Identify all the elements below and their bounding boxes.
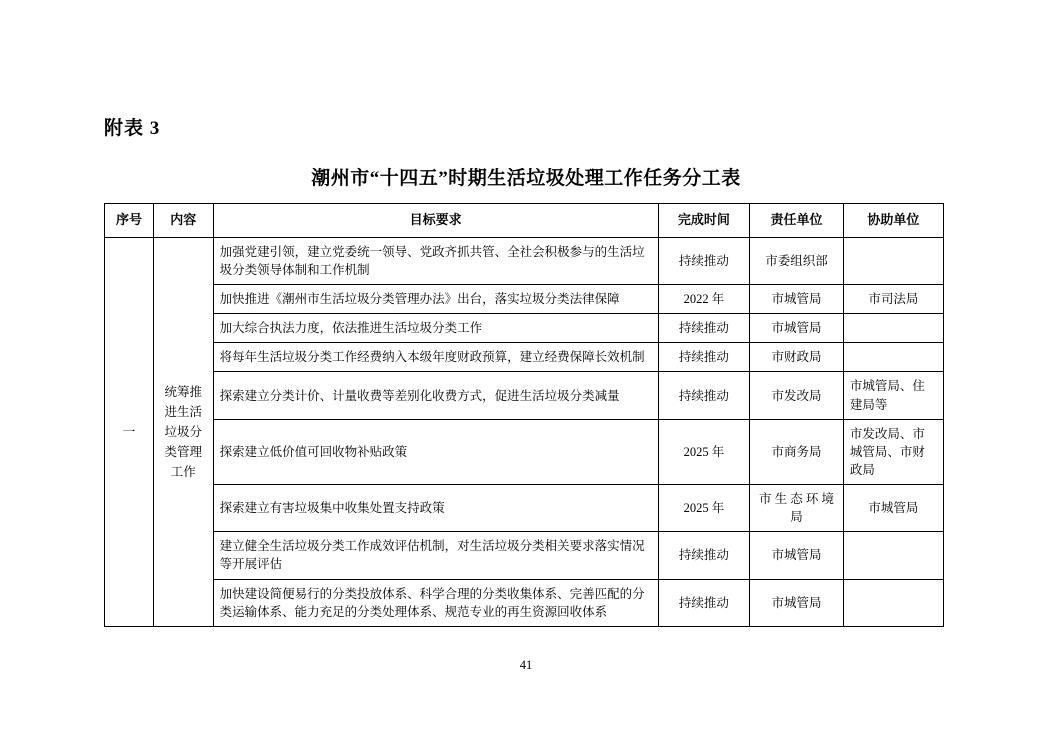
table-row bbox=[105, 285, 944, 314]
responsible-cell: 市发改局 bbox=[750, 372, 844, 419]
target-cell: 探索建立低价值可回收物补贴政策 bbox=[213, 419, 658, 484]
table-row bbox=[105, 314, 944, 343]
table-row bbox=[105, 485, 944, 532]
assistant-cell bbox=[843, 343, 943, 372]
assistant-cell: 市城管局 bbox=[843, 485, 943, 532]
assistant-cell bbox=[843, 314, 943, 343]
table-header-row bbox=[105, 204, 944, 238]
table-body bbox=[105, 237, 944, 626]
column-header-responsible: 责任单位 bbox=[750, 204, 844, 238]
assistant-cell: 市司法局 bbox=[843, 285, 943, 314]
assistant-cell bbox=[843, 237, 943, 284]
column-header-content: 内容 bbox=[153, 204, 213, 238]
time-cell: 2025 年 bbox=[658, 485, 750, 532]
time-cell: 持续推动 bbox=[658, 343, 750, 372]
responsible-cell: 市城管局 bbox=[750, 579, 844, 626]
target-cell: 建立健全生活垃圾分类工作成效评估机制，对生活垃圾分类相关要求落实情况等开展评估 bbox=[213, 532, 658, 579]
attachment-label: 附表 3 bbox=[104, 118, 161, 139]
task-assignment-table bbox=[104, 203, 944, 627]
column-header-time: 完成时间 bbox=[658, 204, 750, 238]
time-cell: 持续推动 bbox=[658, 532, 750, 579]
time-cell: 2022 年 bbox=[658, 285, 750, 314]
assistant-cell: 市发改局、市城管局、市财政局 bbox=[843, 419, 943, 484]
page-number: 41 bbox=[519, 658, 533, 672]
responsible-cell: 市委组织部 bbox=[750, 237, 844, 284]
time-cell: 持续推动 bbox=[658, 314, 750, 343]
table-header bbox=[105, 204, 944, 238]
responsible-cell: 市城管局 bbox=[750, 285, 844, 314]
table-row bbox=[105, 532, 944, 579]
time-cell: 持续推动 bbox=[658, 579, 750, 626]
table-row bbox=[105, 419, 944, 484]
time-cell: 2025 年 bbox=[658, 419, 750, 484]
time-cell: 持续推动 bbox=[658, 372, 750, 419]
target-cell: 加大综合执法力度，依法推进生活垃圾分类工作 bbox=[213, 314, 658, 343]
responsible-cell: 市 生 态 环 境局 bbox=[750, 485, 844, 532]
group-content-cell: 统筹推进生活垃圾分类管理工作 bbox=[153, 237, 213, 626]
responsible-cell: 市商务局 bbox=[750, 419, 844, 484]
time-cell: 持续推动 bbox=[658, 237, 750, 284]
column-header-index: 序号 bbox=[105, 204, 154, 238]
assistant-cell bbox=[843, 579, 943, 626]
target-cell: 探索建立有害垃圾集中收集处置支持政策 bbox=[213, 485, 658, 532]
target-cell: 加快推进《潮州市生活垃圾分类管理办法》出台，落实垃圾分类法律保障 bbox=[213, 285, 658, 314]
responsible-cell: 市城管局 bbox=[750, 532, 844, 579]
table-row bbox=[105, 237, 944, 284]
group-index-cell: 一 bbox=[105, 237, 154, 626]
target-cell: 将每年生活垃圾分类工作经费纳入本级年度财政预算，建立经费保障长效机制 bbox=[213, 343, 658, 372]
table-row bbox=[105, 343, 944, 372]
target-cell: 探索建立分类计价、计量收费等差别化收费方式，促进生活垃圾分类减量 bbox=[213, 372, 658, 419]
column-header-target: 目标要求 bbox=[213, 204, 658, 238]
page-title: 潮州市“十四五”时期生活垃圾处理工作任务分工表 bbox=[311, 168, 741, 189]
assistant-cell bbox=[843, 532, 943, 579]
target-cell: 加快建设简便易行的分类投放体系、科学合理的分类收集体系、完善匹配的分类运输体系、能力充足的分类处理体系、规范专业的再生资源回收体系 bbox=[213, 579, 658, 626]
responsible-cell: 市城管局 bbox=[750, 314, 844, 343]
table-row bbox=[105, 372, 944, 419]
target-cell: 加强党建引领，建立党委统一领导、党政齐抓共管、全社会积极参与的生活垃圾分类领导体制和工作机制 bbox=[213, 237, 658, 284]
table-row bbox=[105, 579, 944, 626]
assistant-cell: 市城管局、住建局等 bbox=[843, 372, 943, 419]
responsible-cell: 市财政局 bbox=[750, 343, 844, 372]
column-header-assistant: 协助单位 bbox=[843, 204, 943, 238]
